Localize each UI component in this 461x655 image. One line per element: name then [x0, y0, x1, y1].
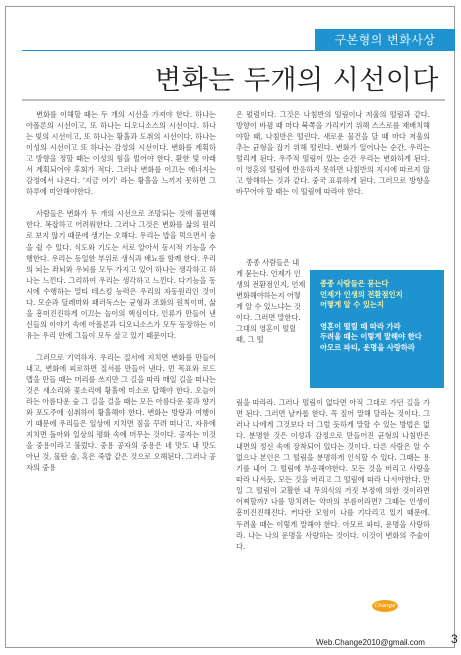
article-paragraph: 사람들은 변화가 두 개의 시선으로 조망되는 것에 불편해 한다. 복잡하고 어려워한다. 그러나 그것은 변화를 삶의 원리로 보지 않기 때문에 생기는 오해다. 우리는 밥을 먹으면서 숨을 쉴 수 있다. 식도와 기도는 서로 알아서 동시적 기능을 수행한다. 우리는 동일한 부위로 생식과 배뇨를 함께 한다. 우리의 뇌는 좌뇌와 우뇌를 모두 가지고 있어 하나는 생각하고 하나는 느낀다. 그리하여 우리는 생각하고 느낀다. 다기능을 동시에 수행하는 멀티 테스킹 능력은 우리의 자동원리인 것이다. 모순과 딜레마와 패러독스는 균형과 조화의 원칙이며, 삶을 흥미진진하게 이끄는 놀이의 핵심이다. 인류가 만들어 낸 신들의 이야기 속에 아폴론과 디오니소스가 모두 등장하는 이유는 우리 안에 그들이 모두 살고 있기 때문이다.: [26, 209, 216, 340]
article-right-column-top: [236, 109, 430, 257]
pull-quote-line: 영혼이 떨릴 때 따라 가라: [320, 321, 401, 331]
pull-quote-line: 두려울 때는 이렇게 말해야 한다: [320, 332, 422, 342]
section-rule: [22, 50, 455, 51]
article-paragraph: 종종 사람들은 내게 묻는다. 언제가 인생의 전환점인지, 언제 변화해야하는지 어떻게 알 수 있느냐는 것이다. 그러면 말한다. 그대의 영혼이 떨릴 때, 그 떨: [236, 258, 306, 345]
article-paragraph: 림을 따라라. 그러나 떨림이 없다면 아직 그대로 가던 길을 가면 된다. 그러면 날카롭 한다. 꼭 짚어 말해 달라는 것이다. 그러나 나에게 그것보다 더 그럴 듯하게 말할 수 있는 방법은 없다. 분명한 것은 이성과 감정으로 만들어진 균형의 나침반은 내면의 정신 속에 장착되어 있다는 것이다. 다른 사람은 알 수 없으나 본인은 그 떨림을 분명하게 인식할 수 있다. 그때는 용기를 내어 그 떨림에 부응해야한다. 모든 것을 버리고 사랑을 따라 나서듯, 모든 것을 버리고 그 떨림에 따라 나서야한다. 만일 그 떨림이 교활한 내 무의식의 거짓 부정에 의한 것이라면 어찌할까? 나를 망치려는 악마의 부름이라면? 그때는 인생이 흥미진진해진다. 커다란 모험이 나를 기다리고 있기 때문에. 두려울 때는 이렇게 말해야 한다. 아모르 파티, 운명을 사랑하라. 나는 나의 운명을 사랑하는 것이다. 이것이 변화의 주술이다.: [236, 398, 430, 551]
article-right-column-wrap: [236, 257, 306, 397]
article-title: 변화는 두개의 시선이다: [155, 65, 439, 96]
pull-quote-line: 종종 사람들은 묻는다: [320, 279, 389, 288]
pull-quote-line: 어떻게 알 수 있는지: [320, 300, 385, 310]
page-number: 3: [451, 632, 458, 646]
section-label: 구본형의 변화사상: [315, 29, 455, 51]
article-paragraph: 그러므로 기억하자. 우리는 질서에 지치면 변화를 만들어 내고, 변화에 피로하면 질서를 만들어 낸다. 먼 목표와 로드 맵을 만들 때는 머리를 쓰지만 그 길을 따라 매일 길을 떠나는 것은 새소리와 꽃소리에 황홀에 미소로 답해야 한다. 오늘이라는 아름다운 숲 그 길을 걸을 때는 모든 아름다운 꽃과 향기와 포도주에 심취하여 황홀해야 한다. 변화는 방랑과 여행이기 때문에 우리들은 일상에 지치면 짐을 꾸려 떠나고, 자유에 지치면 돌아와 일상의 평화 속에 머무는 것이다. 공자는 이것을 중용이라고 불렀다. 중용 공자의 중용은 네 맛도 내 맛도 아닌 것, 물탄 술, 혹은 죽밥 같은 것으로 오해된다. 그러나 공자의 중용: [26, 352, 216, 473]
change-logo-badge: Change: [372, 600, 398, 612]
pull-quote-line: 아모르 파티, 운명을 사랑하라: [320, 342, 415, 352]
article-paragraph: 은 펄럼이다. 그것은 나침반의 떨림이나 저울의 떨림과 같다. 방향이 바뀜 때 마다 북쪽을 가리키기 위해 스스로를 재배치해야할 때, 나침반은 떨린다. 새로운 물건을 달 때 마다 저울의 추는 균형을 잡기 위해 떨린다. 변화가 일어나는 순간, 우리는 떨리게 된다. 우주적 떨림이 있는 순간 우리는 변화하게 된다. 이 영혼의 떨림에 반응하지 못하면 나침반의 지시에 따르지 않고 항해하는 것과 같다. 중국 표류하게 된다. 그러므로 방향을 바꾸어야 할 때는 이 떨림에 따라야 한다.: [236, 110, 430, 197]
article-left-column: [26, 109, 216, 614]
pull-quote-box: [310, 270, 444, 388]
title-rule: [22, 99, 445, 101]
article-paragraph: 변화를 이해할 때는 두 개의 시선을 가져야 한다. 하나는 아폴론의 시선이고, 또 하나는 디오니소스의 시선이다. 하나는 빛의 시선이고, 또 하나는 황홀과 도취의 시선이다. 하나는 이성의 시선이고 또 하나는 감성의 시선이다. 변화를 계획하고 방향을 정할 때는 이성의 힘을 빌어야 한다. 환한 빛 아래서 계획되어야 후회가 적다. 그러나 변화를 이끄는 에너지는 감정에서 나온다. '지금 여기' 라는 황홀을 느끼지 못하면 그 하루에 미안해야한다.: [26, 110, 216, 197]
pull-quote-line: 언제가 인생의 전환점인지: [320, 289, 403, 299]
footer-email: Web.Change2010@gmail.com: [316, 638, 425, 647]
article-right-column-bottom: [236, 397, 430, 614]
